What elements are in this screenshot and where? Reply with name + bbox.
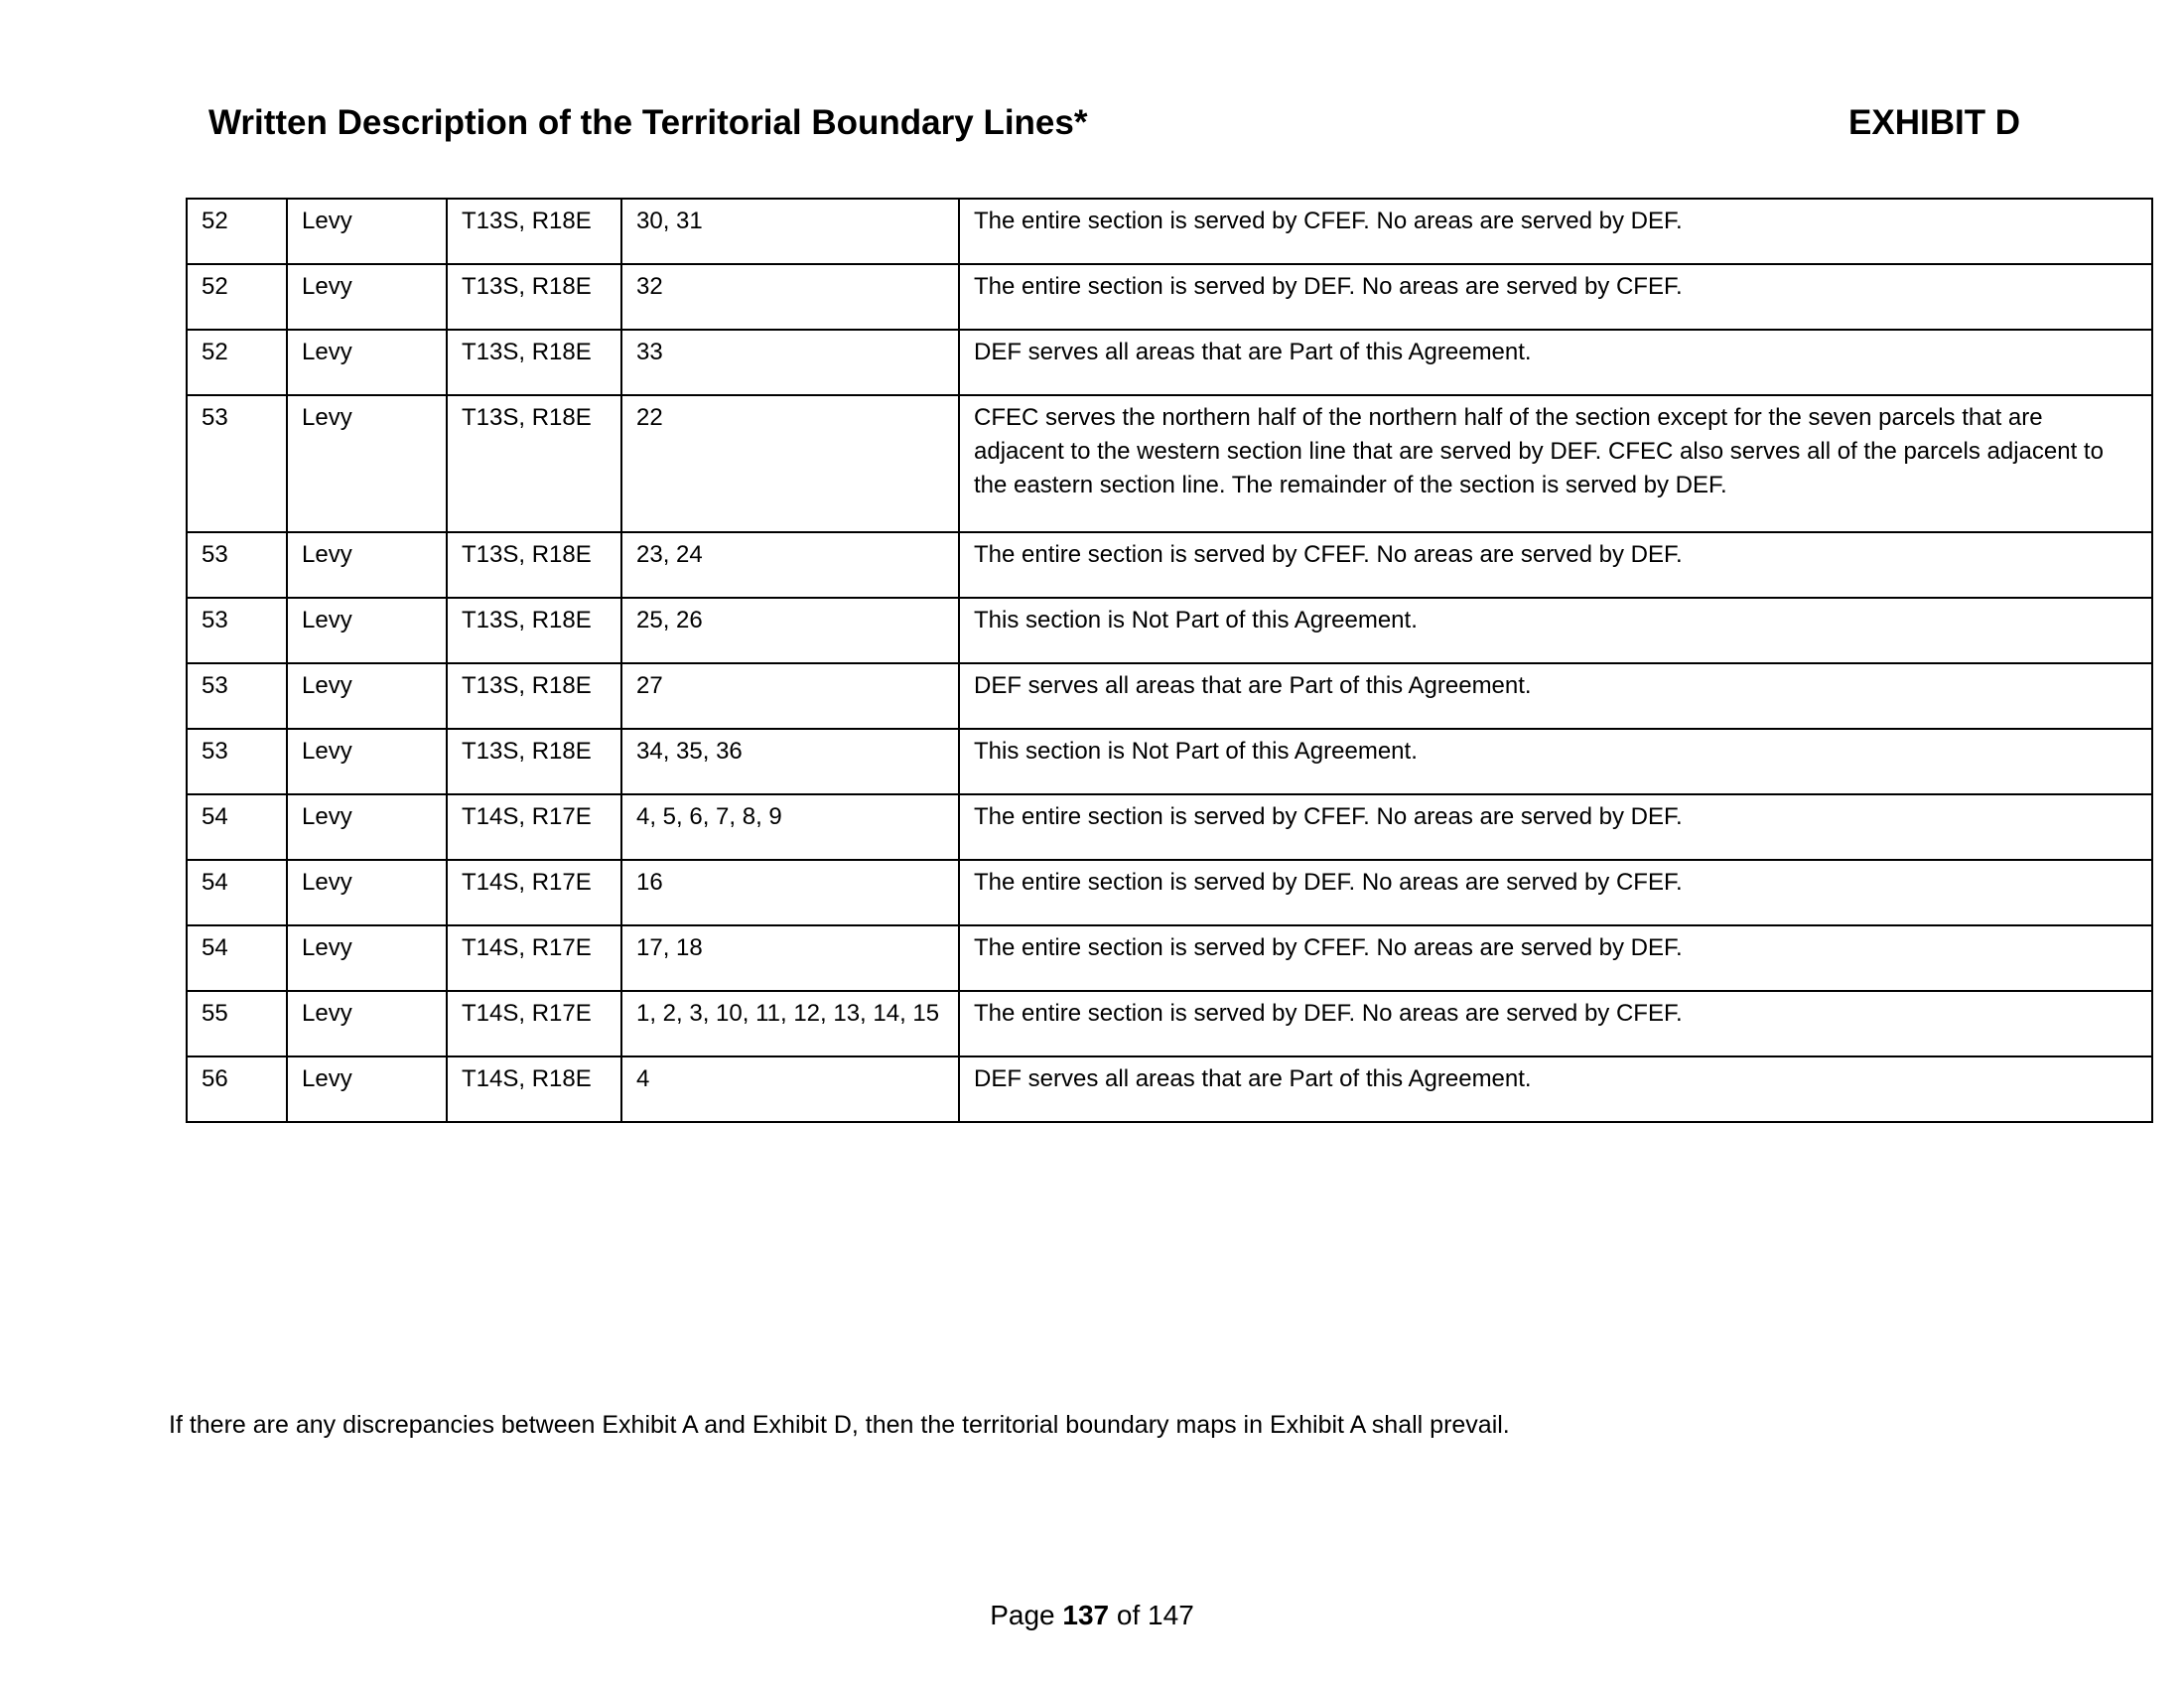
sections-cell: 17, 18 <box>621 925 959 991</box>
county-cell: Levy <box>287 794 447 860</box>
map-number-cell: 53 <box>187 598 287 663</box>
township-range-cell: T13S, R18E <box>447 330 621 395</box>
description-cell: DEF serves all areas that are Part of this Agreement. <box>959 1056 2152 1122</box>
description-cell: This section is Not Part of this Agreement. <box>959 729 2152 794</box>
sections-cell: 16 <box>621 860 959 925</box>
map-number-cell: 54 <box>187 794 287 860</box>
sections-cell: 23, 24 <box>621 532 959 598</box>
current-page: 137 <box>1062 1600 1110 1630</box>
description-cell: The entire section is served by DEF. No areas are served by CFEF. <box>959 991 2152 1056</box>
table-row <box>187 330 2152 395</box>
county-cell: Levy <box>287 395 447 532</box>
table-row <box>187 794 2152 860</box>
county-cell: Levy <box>287 925 447 991</box>
county-cell: Levy <box>287 199 447 264</box>
township-range-cell: T13S, R18E <box>447 663 621 729</box>
table-row <box>187 729 2152 794</box>
sections-cell: 32 <box>621 264 959 330</box>
description-cell: The entire section is served by CFEF. No areas are served by DEF. <box>959 794 2152 860</box>
boundary-table <box>186 198 2153 1123</box>
table-row <box>187 663 2152 729</box>
sections-cell: 27 <box>621 663 959 729</box>
sections-cell: 4 <box>621 1056 959 1122</box>
map-number-cell: 53 <box>187 663 287 729</box>
township-range-cell: T13S, R18E <box>447 395 621 532</box>
table-row <box>187 598 2152 663</box>
map-number-cell: 52 <box>187 199 287 264</box>
map-number-cell: 53 <box>187 395 287 532</box>
description-cell: The entire section is served by CFEF. No areas are served by DEF. <box>959 199 2152 264</box>
description-cell: The entire section is served by CFEF. No areas are served by DEF. <box>959 532 2152 598</box>
description-cell: The entire section is served by DEF. No areas are served by CFEF. <box>959 860 2152 925</box>
total-pages: 147 <box>1148 1600 1194 1630</box>
township-range-cell: T14S, R18E <box>447 1056 621 1122</box>
township-range-cell: T13S, R18E <box>447 729 621 794</box>
description-cell: This section is Not Part of this Agreement. <box>959 598 2152 663</box>
map-number-cell: 52 <box>187 264 287 330</box>
map-number-cell: 53 <box>187 532 287 598</box>
county-cell: Levy <box>287 991 447 1056</box>
description-cell: CFEC serves the northern half of the northern half of the section except for the seven parcels that are adjacent to the western section line that are served by DEF. CFEC also serves all of the parcels adjacent to the eastern section line. The remainder of the section is served by DEF. <box>959 395 2152 532</box>
county-cell: Levy <box>287 330 447 395</box>
township-range-cell: T14S, R17E <box>447 991 621 1056</box>
county-cell: Levy <box>287 1056 447 1122</box>
table-row <box>187 264 2152 330</box>
sections-cell: 25, 26 <box>621 598 959 663</box>
description-cell: The entire section is served by CFEF. No areas are served by DEF. <box>959 925 2152 991</box>
page-prefix: Page <box>990 1600 1055 1630</box>
sections-cell: 4, 5, 6, 7, 8, 9 <box>621 794 959 860</box>
sections-cell: 1, 2, 3, 10, 11, 12, 13, 14, 15 <box>621 991 959 1056</box>
township-range-cell: T13S, R18E <box>447 532 621 598</box>
table-row <box>187 991 2152 1056</box>
county-cell: Levy <box>287 860 447 925</box>
township-range-cell: T14S, R17E <box>447 925 621 991</box>
table-row <box>187 395 2152 532</box>
township-range-cell: T13S, R18E <box>447 199 621 264</box>
sections-cell: 30, 31 <box>621 199 959 264</box>
county-cell: Levy <box>287 264 447 330</box>
county-cell: Levy <box>287 729 447 794</box>
township-range-cell: T13S, R18E <box>447 264 621 330</box>
map-number-cell: 53 <box>187 729 287 794</box>
description-cell: DEF serves all areas that are Part of this Agreement. <box>959 663 2152 729</box>
map-number-cell: 54 <box>187 860 287 925</box>
table-row <box>187 860 2152 925</box>
township-range-cell: T14S, R17E <box>447 860 621 925</box>
table-row <box>187 199 2152 264</box>
exhibit-label: EXHIBIT D <box>1848 103 2021 142</box>
sections-cell: 22 <box>621 395 959 532</box>
page-of: of <box>1116 1600 1141 1630</box>
sections-cell: 34, 35, 36 <box>621 729 959 794</box>
county-cell: Levy <box>287 598 447 663</box>
document-title: Written Description of the Territorial Boundary Lines* <box>208 103 1088 142</box>
discrepancy-footnote: If there are any discrepancies between Exhibit A and Exhibit D, then the territorial boundary maps in Exhibit A shall prevail. <box>169 1411 1510 1439</box>
page-number <box>0 1600 2184 1631</box>
map-number-cell: 55 <box>187 991 287 1056</box>
table-row <box>187 1056 2152 1122</box>
township-range-cell: T13S, R18E <box>447 598 621 663</box>
description-cell: The entire section is served by DEF. No areas are served by CFEF. <box>959 264 2152 330</box>
township-range-cell: T14S, R17E <box>447 794 621 860</box>
description-cell: DEF serves all areas that are Part of this Agreement. <box>959 330 2152 395</box>
county-cell: Levy <box>287 532 447 598</box>
map-number-cell: 56 <box>187 1056 287 1122</box>
county-cell: Levy <box>287 663 447 729</box>
table-row <box>187 925 2152 991</box>
table-row <box>187 532 2152 598</box>
map-number-cell: 52 <box>187 330 287 395</box>
map-number-cell: 54 <box>187 925 287 991</box>
sections-cell: 33 <box>621 330 959 395</box>
